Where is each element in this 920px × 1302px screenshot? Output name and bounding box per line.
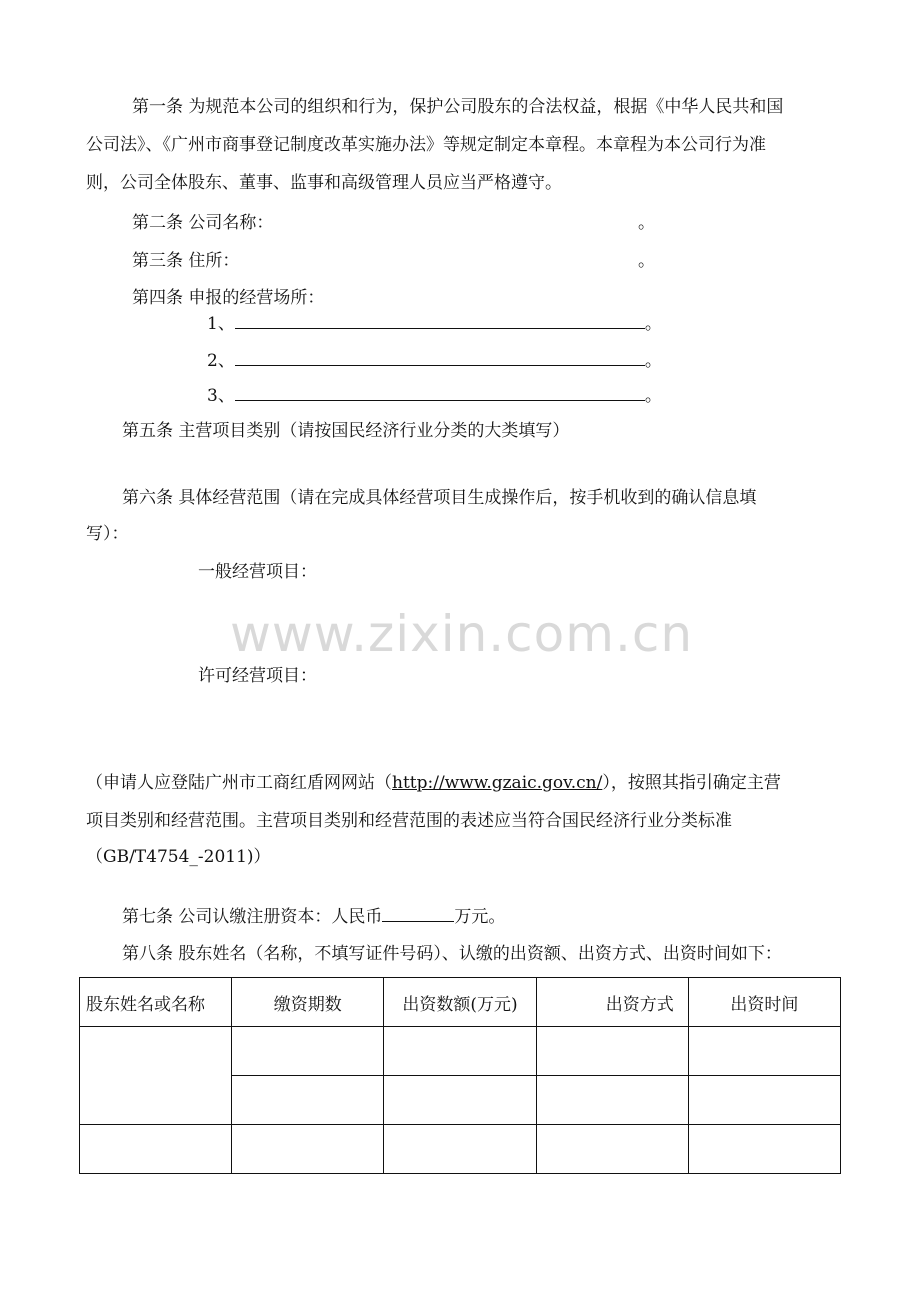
article-7-text: 第七条 公司认缴注册资本：人民币	[122, 907, 383, 927]
table-cell[interactable]	[688, 1125, 840, 1174]
table-header-row	[80, 978, 841, 1027]
article-3-label: 第三条 住所：	[132, 251, 240, 271]
table-cell[interactable]	[80, 1027, 232, 1125]
gzaic-link[interactable]: http://www.gzaic.gov.cn/	[392, 773, 603, 793]
capital-amount-blank[interactable]	[382, 906, 454, 922]
table-cell[interactable]	[232, 1027, 384, 1076]
article-6-line-1: 第六条 具体经营范围（请在完成具体经营项目生成操作后，按手机收到的确认信息填	[122, 488, 757, 508]
place-blank-2[interactable]	[235, 350, 645, 366]
header-installment: 缴资期数	[232, 978, 384, 1027]
article-2-end: 。	[638, 213, 655, 233]
place-blank-1[interactable]	[235, 313, 645, 329]
table-cell[interactable]	[80, 1125, 232, 1174]
place-item-number: 3、	[207, 386, 235, 406]
table-cell[interactable]	[536, 1125, 688, 1174]
place-item-end: 。	[644, 351, 662, 371]
note-line-2: 项目类别和经营范围。主营项目类别和经营范围的表述应当符合国民经济行业分类标准	[86, 811, 732, 831]
place-item-1	[207, 313, 662, 335]
place-item-end: 。	[644, 314, 662, 334]
article-2-label: 第二条 公司名称：	[132, 213, 274, 233]
watermark: www.zixin.com.cn	[230, 605, 694, 663]
table-cell[interactable]	[536, 1027, 688, 1076]
table-cell[interactable]	[536, 1076, 688, 1125]
table-cell[interactable]	[384, 1076, 536, 1125]
shareholder-table	[79, 977, 841, 1174]
licensed-business-label: 许可经营项目：	[198, 666, 317, 686]
table-cell[interactable]	[384, 1027, 536, 1076]
table-cell[interactable]	[384, 1125, 536, 1174]
note-text: （申请人应登陆广州市工商红盾网网站（	[86, 773, 392, 793]
place-item-end: 。	[644, 386, 662, 406]
table-cell[interactable]	[688, 1076, 840, 1125]
general-business-label: 一般经营项目：	[198, 562, 317, 582]
table-row	[80, 1125, 841, 1174]
article-1-line-1: 第一条 为规范本公司的组织和行为，保护公司股东的合法权益，根据《中华人民共和国	[132, 97, 784, 117]
article-7	[122, 906, 505, 928]
article-7-unit: 万元。	[454, 907, 506, 927]
place-item-3	[207, 385, 662, 407]
article-1-line-2: 公司法》、《广州市商事登记制度改革实施办法》等规定制定本章程。本章程为本公司行为准	[86, 135, 766, 155]
note-line-3: （GB/T4754_-2011)）	[86, 847, 271, 867]
article-5: 第五条 主营项目类别（请按国民经济行业分类的大类填写）	[122, 421, 570, 441]
note-text: ），按照其指引确定主营	[602, 773, 781, 793]
place-item-number: 2、	[207, 351, 235, 371]
note-line-1	[86, 772, 781, 794]
place-item-2	[207, 350, 662, 372]
article-3-end: 。	[638, 251, 655, 271]
table-cell[interactable]	[232, 1076, 384, 1125]
header-method: 出资方式	[536, 978, 688, 1027]
place-item-number: 1、	[207, 314, 235, 334]
header-shareholder-name: 股东姓名或名称	[80, 978, 232, 1027]
article-6-line-2: 写）：	[86, 524, 129, 544]
table-cell[interactable]	[688, 1027, 840, 1076]
table-cell[interactable]	[232, 1125, 384, 1174]
article-4-label: 第四条 申报的经营场所：	[132, 288, 325, 308]
article-8: 第八条 股东姓名（名称，不填写证件号码）、认缴的出资额、出资方式、出资时间如下：	[122, 944, 782, 964]
header-amount: 出资数额(万元)	[384, 978, 536, 1027]
place-blank-3[interactable]	[235, 385, 645, 401]
table-row	[80, 1027, 841, 1076]
header-time: 出资时间	[688, 978, 840, 1027]
article-1-line-3: 则，公司全体股东、董事、监事和高级管理人员应当严格遵守。	[86, 173, 562, 193]
